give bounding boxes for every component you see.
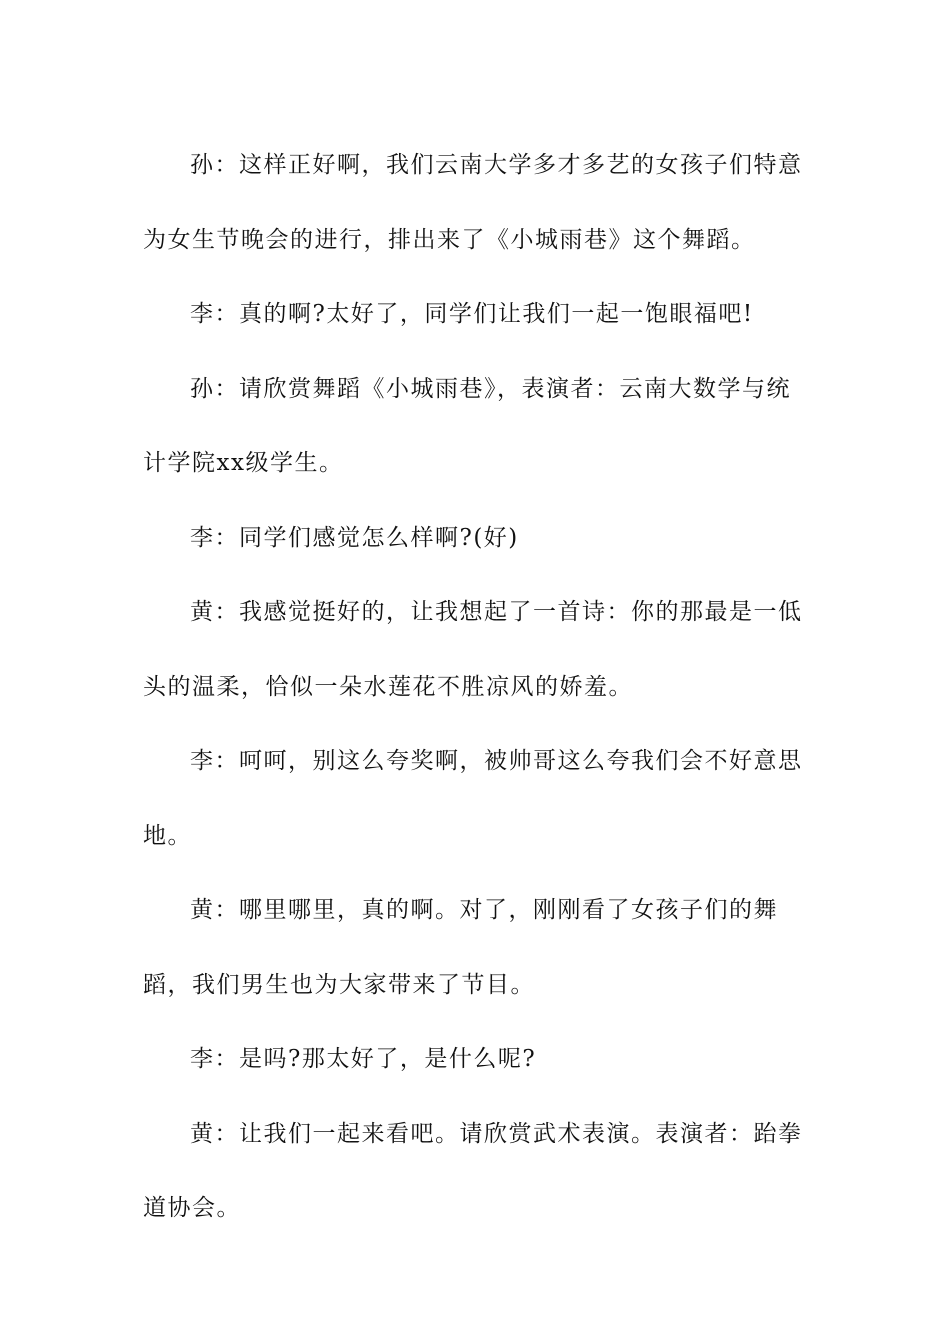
paragraph-huang-3: 黄：让我们一起来看吧。请欣赏武术表演。表演者：跆拳道协会。 — [143, 1120, 803, 1221]
paragraph-sun-1: 孙：这样正好啊，我们云南大学多才多艺的女孩子们特意为女生节晚会的进行，排出来了《小城雨巷》这个舞蹈。 — [143, 152, 803, 253]
paragraph-sun-2: 孙：请欣赏舞蹈《小城雨巷》，表演者：云南大数学与统计学院xx级学生。 — [143, 375, 791, 476]
paragraph-li-1: 李：真的啊?太好了，同学们让我们一起一饱眼福吧! — [190, 301, 754, 327]
paragraph-li-4: 李：是吗?那太好了，是什么呢? — [190, 1046, 537, 1072]
paragraph-huang-2: 黄：哪里哪里，真的啊。对了，刚刚看了女孩子们的舞蹈，我们男生也为大家带来了节目。 — [143, 897, 778, 998]
script-body — [143, 128, 808, 1246]
paragraph-li-2: 李：同学们感觉怎么样啊?(好) — [190, 524, 519, 551]
paragraph-huang-1: 黄：我感觉挺好的，让我想起了一首诗：你的那最是一低头的温柔，恰似一朵水莲花不胜凉风的娇羞。 — [143, 599, 803, 700]
paragraph-li-3: 李：呵呵，别这么夸奖啊，被帅哥这么夸我们会不好意思地。 — [143, 748, 803, 849]
